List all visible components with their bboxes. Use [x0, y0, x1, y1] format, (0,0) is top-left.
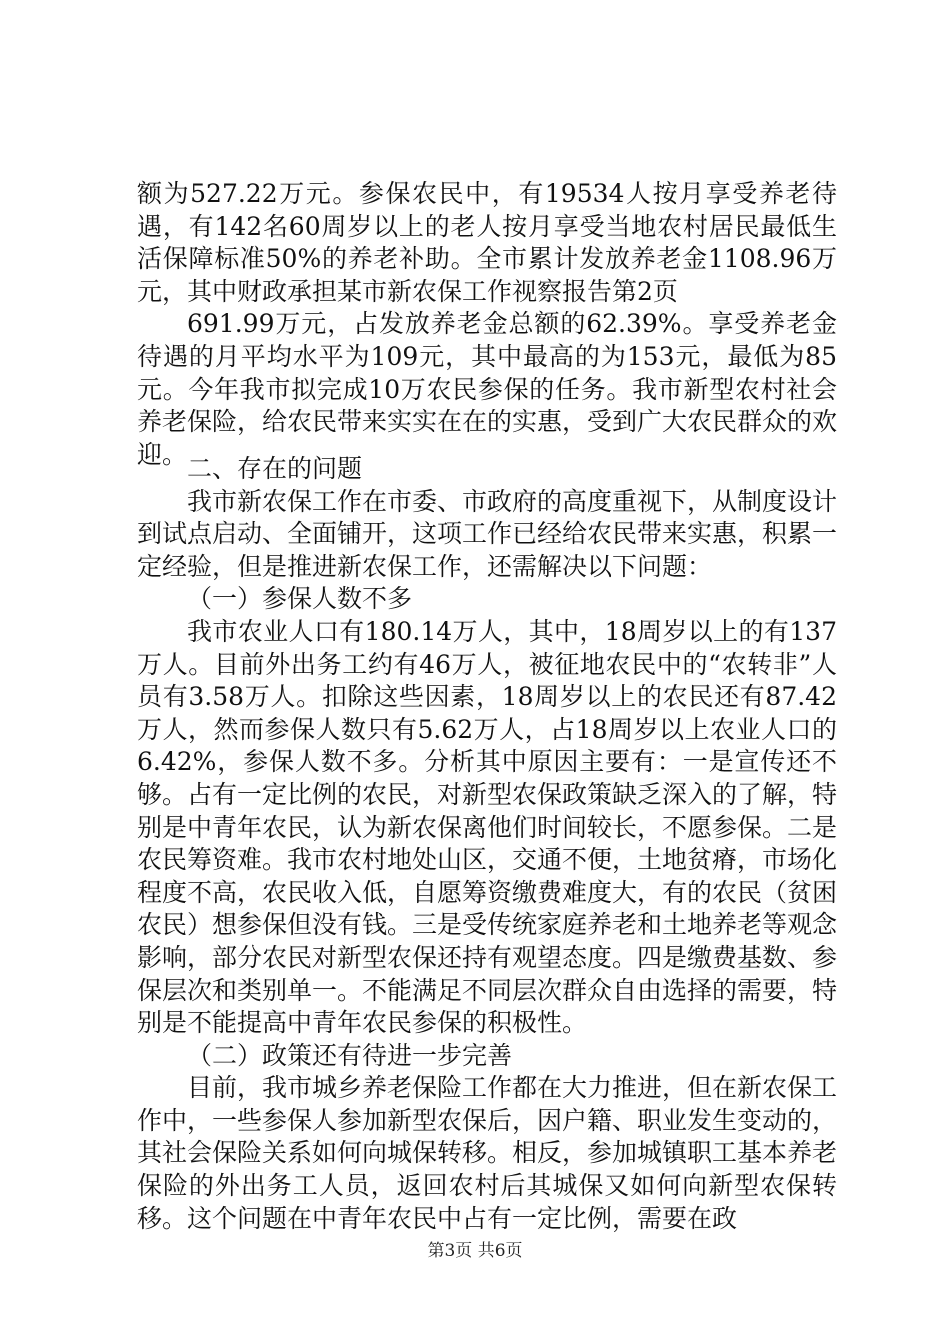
subsection-body-1: 我市农业人口有180.14万人，其中，18周岁以上的有137万人。目前外出务工约有46万人，被征地农民中的“农转非”人员有3.58万人。扣除这些因素，18周岁以上的农民还有87.42万人，然而参保人数只有5.62万人，占18周岁以上农业人口的6.42%，参保人数不多。分析其中原因主要有：一是宣传还不够。占有一定比例的农民，对新型农保政策缺乏深入的了解，特别是中青年农民，认为新农保离他们时间较长，不愿参保。二是农民筹资难。我市农村地处山区，交通不便，土地贫瘠，市场化程度不高，农民收入低，自愿筹资缴费难度大，有的农民（贫困农民）想参保但没有钱。三是受传统家庭养老和土地养老等观念影响，部分农民对新型农保还持有观望态度。四是缴费基数、参保层次和类别单一。不能满足不同层次群众自由选择的需要，特别是不能提高中青年农民参保的积极性。: [137, 616, 838, 1038]
subsection-heading-2: （二）政策还有待进一步完善: [187, 1040, 513, 1070]
subsection-heading-1: （一）参保人数不多: [187, 584, 413, 614]
paragraph-pension-stats: 691.99万元，占发放养老金总额的62.39%。享受养老金待遇的月平均水平为109元，其中最高的为153元，最低为85元。今年我市拟完成10万农民参保的任务。我市新型农村社会养老保险，给农民带来实实在在的实惠，受到广大农民群众的欢迎。: [137, 309, 838, 469]
page-footer: 第3页 共6页: [427, 1241, 523, 1261]
section-heading: 二、存在的问题: [187, 454, 363, 483]
subsection-body-2: 目前，我市城乡养老保险工作都在大力推进，但在新农保工作中，一些参保人参加新型农保后，因户籍、职业发生变动的，其社会保险关系如何向城保转移。相反，参加城镇职工基本养老保险的外出务工人员，返回农村后其城保又如何向新型农保转移。这个问题在中青年农民中占有一定比例，需要在政: [137, 1073, 838, 1233]
section-problems: [137, 453, 837, 1235]
paragraph-continued: 额为527.22万元。参保农民中，有19534人按月享受养老待遇，有142名60周岁以上的老人按月享受当地农村居民最低生活保障标准50%的养老补助。全市累计发放养老金1108.96万元，其中财政承担某市新农保工作视察报告第2页: [137, 179, 837, 306]
section-intro: 我市新农保工作在市委、市政府的高度重视下，从制度设计到试点启动、全面铺开，这项工作已经给农民带来实惠，积累一定经验，但是推进新农保工作，还需解决以下问题：: [137, 486, 838, 581]
continuation-block: [137, 178, 837, 471]
